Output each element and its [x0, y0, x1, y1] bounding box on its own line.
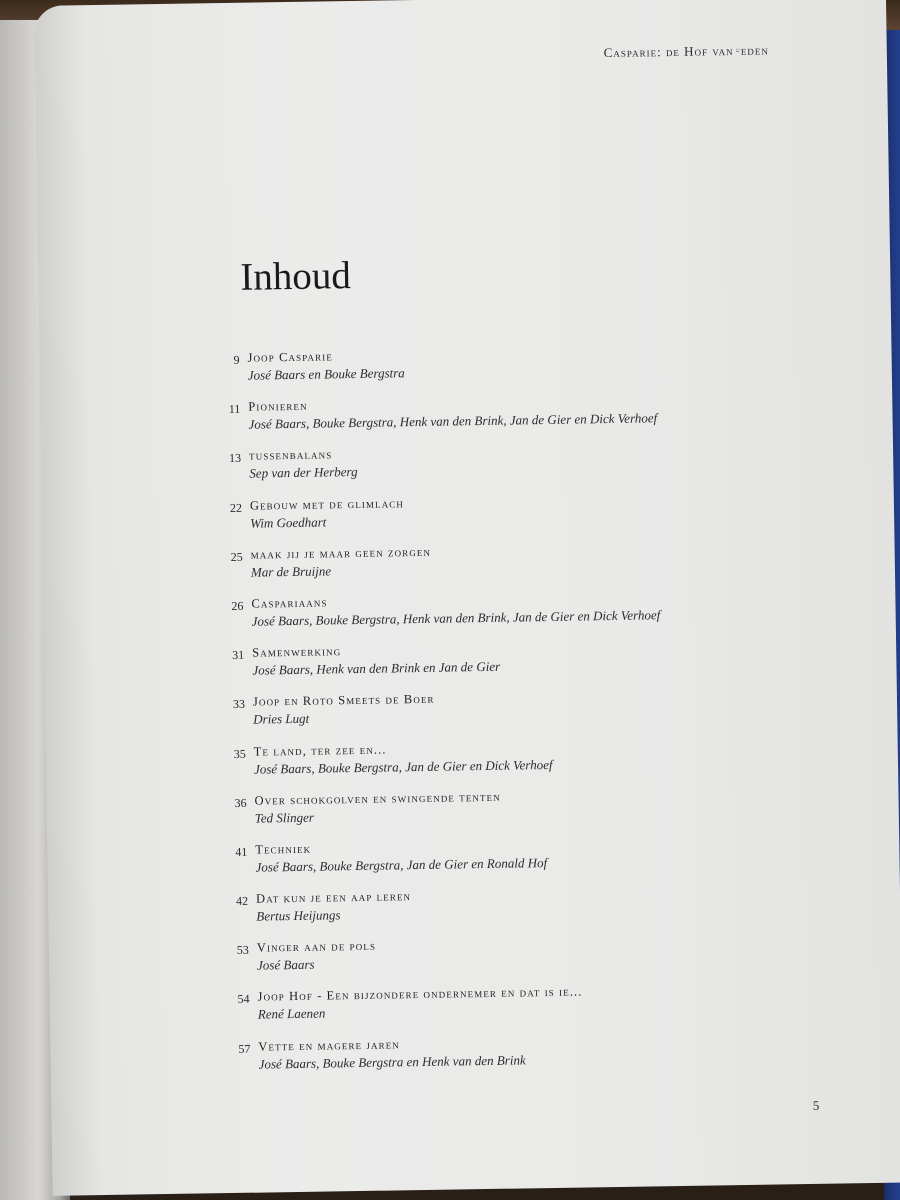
toc-page-number: 33: [232, 697, 246, 712]
toc-chapter-authors: Mar de Bruijne: [250, 563, 332, 580]
toc-chapter-authors: José Baars, Bouke Bergstra, Jan de Gier en Ronald Hof: [255, 854, 548, 875]
toc-chapter-title: Samenwerking: [252, 644, 342, 660]
book-page: [34, 0, 900, 1196]
table-of-contents: [209, 342, 781, 1089]
toc-chapter-title: Joop Casparie: [247, 349, 333, 365]
toc-chapter-title: maak jij je maar geen zorgen: [250, 544, 432, 562]
toc-entry: [210, 392, 771, 450]
toc-page-number: 41: [235, 844, 248, 859]
toc-page-number: 35: [233, 746, 246, 761]
toc-page-number: 54: [237, 992, 250, 1007]
toc-chapter-title: Dat kun je een aap leren: [255, 889, 412, 906]
toc-chapter-authors: René Laenen: [257, 1005, 326, 1023]
toc-chapter-title: Gebouw met de glimlach: [249, 495, 405, 513]
toc-chapter-title: Vette en magere jaren: [258, 1037, 400, 1054]
toc-chapter-authors: José Baars, Bouke Bergstra en Henk van den Brink: [258, 1052, 526, 1072]
toc-page-number: 57: [238, 1041, 251, 1056]
toc-chapter-title: Te land, ter zee en...: [253, 742, 387, 759]
running-head-right: eden: [740, 42, 769, 58]
toc-page-number: 22: [229, 500, 243, 515]
toc-chapter-authors: Bertus Heijungs: [256, 907, 341, 924]
toc-entry: [213, 588, 774, 646]
toc-entry: [220, 1031, 781, 1089]
toc-entry: [216, 785, 777, 843]
toc-page-number: 13: [229, 451, 242, 466]
toc-entry: [212, 490, 773, 548]
toc-page-number: 9: [233, 352, 240, 367]
toc-entry: [211, 441, 772, 499]
toc-entry: [213, 539, 774, 597]
toc-page-number: 53: [236, 942, 249, 958]
toc-chapter-title: Over schokgolven en swingende tenten: [254, 789, 501, 808]
toc-page-number: 42: [235, 893, 249, 908]
toc-chapter-authors: José Baars en Bouke Bergstra: [247, 365, 405, 383]
toc-entry: [209, 342, 770, 400]
page-title: Inhoud: [239, 254, 352, 299]
toc-entry: [218, 883, 779, 941]
toc-chapter-title: Techniek: [255, 841, 312, 857]
toc-chapter-authors: José Baars, Bouke Bergstra, Henk van den Brink, Jan de Gier en Dick Verhoef: [248, 410, 658, 432]
toc-chapter-authors: Sep van der Herberg: [249, 464, 358, 482]
toc-page-number: 31: [232, 647, 245, 663]
toc-page-number: 11: [228, 401, 241, 417]
toc-chapter-title: tussenbalans: [248, 447, 333, 464]
toc-entry: [219, 982, 780, 1040]
toc-entry: [217, 834, 778, 892]
toc-chapter-authors: Wim Goedhart: [250, 514, 327, 531]
toc-page-number: 26: [231, 598, 244, 613]
toc-chapter-title: Caspariaans: [251, 595, 328, 611]
running-head: [604, 40, 769, 61]
toc-chapter-authors: José Baars, Bouke Bergstra, Henk van den Brink, Jan de Gier en Dick Verhoef: [251, 607, 661, 629]
toc-chapter-authors: José Baars, Henk van den Brink en Jan de Gier: [252, 658, 501, 678]
toc-chapter-title: Joop en Roto Smeets de Boer: [252, 692, 435, 709]
toc-chapter-authors: José Baars, Bouke Bergstra, Jan de Gier en Dick Verhoef: [253, 756, 553, 777]
page-number: 5: [812, 1097, 820, 1113]
running-head-left: Casparie: de Hof van: [603, 43, 734, 61]
toc-page-number: 25: [230, 549, 243, 564]
toc-chapter-title: Joop Hof - Een bijzondere ondernemer en dat is ie...: [257, 984, 583, 1005]
toc-entry: [219, 933, 780, 991]
toc-chapter-authors: Dries Lugt: [253, 711, 310, 727]
toc-entry: [214, 638, 775, 696]
running-head-logo-glyph: ⸚: [734, 43, 740, 59]
toc-chapter-title: Pionieren: [248, 398, 308, 414]
toc-chapter-title: Vinger aan de pols: [256, 938, 377, 955]
toc-entry: [215, 687, 776, 745]
toc-entry: [216, 736, 777, 794]
toc-chapter-authors: Ted Slinger: [254, 809, 314, 826]
toc-chapter-authors: José Baars: [256, 956, 315, 973]
toc-page-number: 36: [234, 795, 247, 810]
